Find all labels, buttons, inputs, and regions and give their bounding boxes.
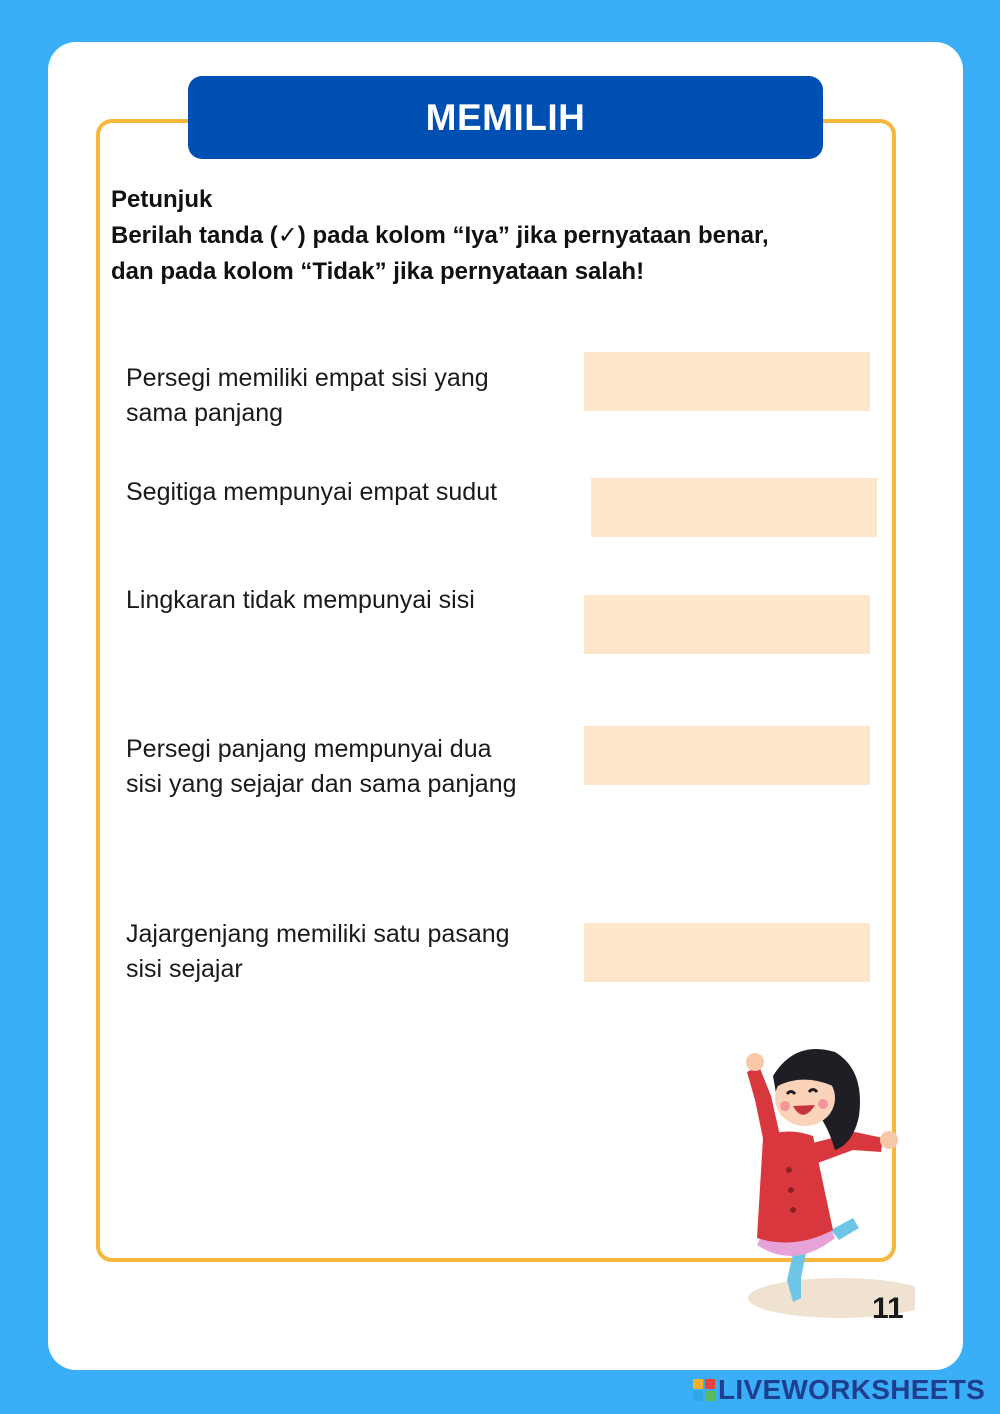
statement-4-line-1: Persegi panjang mempunyai dua: [126, 735, 492, 763]
girl-illustration: [735, 1040, 915, 1320]
statement-3: [126, 583, 586, 618]
statement-5: [126, 917, 586, 987]
statement-2-line-1: Segitiga mempunyai empat sudut: [126, 478, 498, 506]
statement-5-line-1: Jajargenjang memiliki satu pasang: [126, 920, 510, 948]
answer-box-1[interactable]: [584, 352, 870, 411]
statement-1-line-2: sama panjang: [126, 399, 284, 427]
statement-5-line-2: sisi sejajar: [126, 955, 243, 983]
liveworksheets-brand[interactable]: [693, 1374, 985, 1406]
instructions-heading: Petunjuk: [111, 186, 213, 213]
page-number: 11: [872, 1292, 904, 1325]
brand-text: LIVEWORKSHEETS: [718, 1374, 986, 1405]
instructions-line-1: Berilah tanda (✓) pada kolom “Iya” jika pernyataan benar,: [111, 222, 769, 249]
answer-box-3[interactable]: [584, 595, 870, 654]
statement-1: [126, 361, 586, 431]
page-title: [188, 76, 823, 159]
answer-box-5[interactable]: [584, 923, 870, 982]
instructions: [111, 182, 901, 290]
statement-2: [126, 475, 586, 510]
answer-box-4[interactable]: [584, 726, 870, 785]
statement-1-line-1: Persegi memiliki empat sisi yang: [126, 364, 489, 392]
statement-4-line-2: sisi yang sejajar dan sama panjang: [126, 770, 517, 798]
statement-4: [126, 732, 596, 802]
answer-box-2[interactable]: [591, 478, 877, 537]
liveworksheets-logo-icon: [693, 1379, 715, 1401]
instructions-line-2: dan pada kolom “Tidak” jika pernyataan salah!: [111, 258, 645, 285]
page-title-text: MEMILIH: [425, 96, 586, 138]
statement-3-line-1: Lingkaran tidak mempunyai sisi: [126, 586, 475, 614]
